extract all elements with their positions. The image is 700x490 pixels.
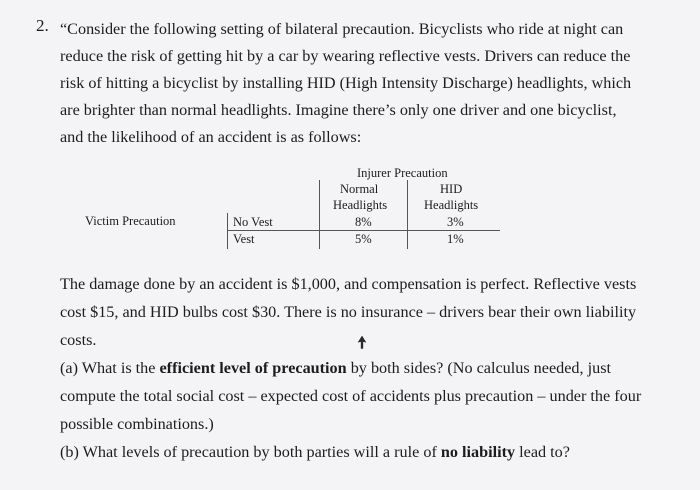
table-rule <box>227 213 228 249</box>
part-a-line2: compute the total social cost – expected cost of accidents plus precaution – under the four <box>60 387 642 405</box>
col-normal-line2: Headlights <box>333 198 388 212</box>
intro-line: risk of hitting a bicyclist by installing HID (High Intensity Discharge) headlights, which <box>60 74 632 92</box>
row-label-no-vest: No Vest <box>233 215 273 229</box>
question-body <box>60 270 680 466</box>
part-a-line3: possible combinations.) <box>60 415 214 433</box>
part-a-bold: efficient level of precaution <box>159 359 347 377</box>
intro-line: reduce the risk of getting hit by a car by wearing reflective vests. Drivers can reduce the <box>60 47 631 65</box>
victim-precaution-header: Victim Precaution <box>85 214 176 228</box>
col-hid-line1: HID <box>440 182 463 196</box>
row-label-vest: Vest <box>233 232 255 246</box>
injurer-precaution-header: Injurer Precaution <box>357 166 448 180</box>
cell-novest-hid: 3% <box>447 215 464 229</box>
question-number: 2. <box>36 16 49 35</box>
cell-novest-normal: 8% <box>355 215 372 229</box>
table-rule <box>227 230 500 231</box>
table-rule <box>407 180 408 249</box>
cell-vest-normal: 5% <box>355 232 372 246</box>
part-a <box>60 354 680 382</box>
table-rule <box>319 180 320 249</box>
col-normal-line1: Normal <box>340 182 379 196</box>
para-line: costs. <box>60 331 97 349</box>
part-b-bold: no liability <box>440 443 516 461</box>
cell-vest-hid: 1% <box>447 232 464 246</box>
intro-line: are brighter than normal headlights. Imagine there’s only one driver and one bicyclist, <box>60 101 617 119</box>
part-b-suffix: lead to? <box>515 443 570 461</box>
para-line: The damage done by an accident is $1,000, and compensation is perfect. Reflective vests <box>60 275 637 293</box>
part-b-prefix: (b) What levels of precaution by both parties will a rule of <box>60 443 441 461</box>
part-a-prefix: (a) What is the <box>60 359 160 377</box>
intro-line: and the likelihood of an accident is as follows: <box>60 128 362 146</box>
mouse-pointer-icon <box>356 334 368 350</box>
part-a-suffix: by both sides? (No calculus needed, just <box>346 359 611 377</box>
col-hid-line2: Headlights <box>424 198 479 212</box>
intro-line: “Consider the following setting of bilateral precaution. Bicyclists who ride at night can <box>60 20 624 38</box>
para-line: cost $15, and HID bulbs cost $30. There is no insurance – drivers bear their own liability <box>60 303 637 321</box>
part-b <box>60 438 680 466</box>
